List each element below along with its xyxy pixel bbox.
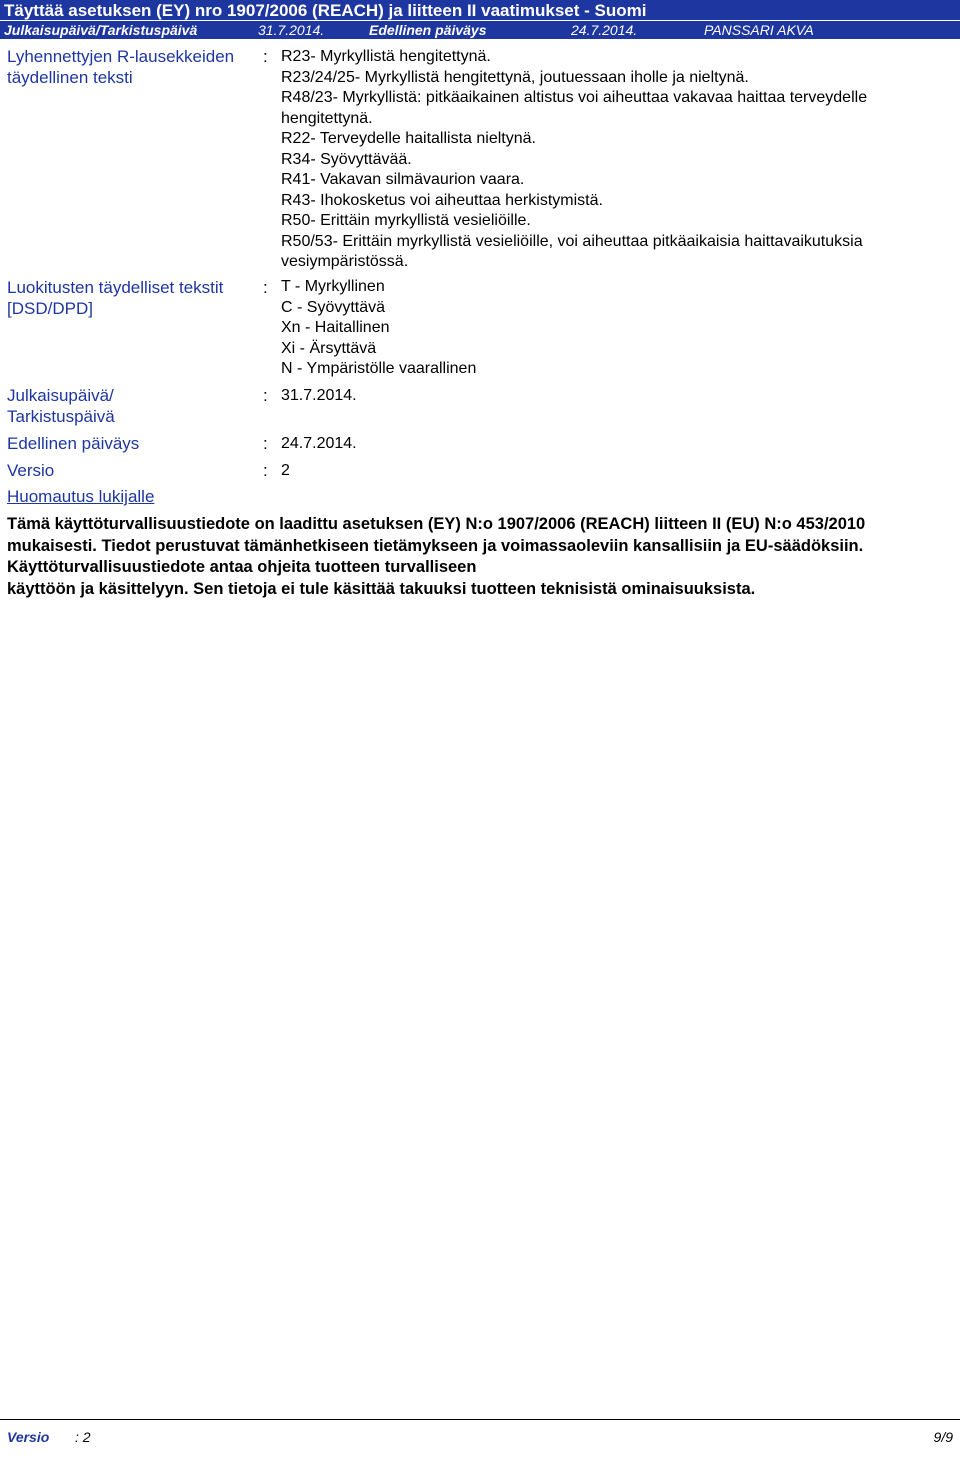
issue-date-row-value: 31.7.2014. bbox=[281, 387, 357, 404]
classification-list bbox=[281, 277, 951, 380]
note-to-reader-heading: Huomautus lukijalle bbox=[7, 487, 155, 506]
classification-line: Xn - Haitallinen bbox=[281, 319, 390, 336]
classification-line: Xi - Ärsyttävä bbox=[281, 339, 377, 357]
previous-date-row-colon: : bbox=[263, 434, 268, 453]
classification-colon: : bbox=[263, 278, 268, 297]
page-footer bbox=[0, 1429, 960, 1449]
classification-label: Luokitusten täydelliset tekstit [DSD/DPD] bbox=[7, 278, 224, 318]
r-phrase-line: R43- Ihokosketus voi aiheuttaa herkistymistä. bbox=[281, 191, 603, 209]
page-number: 9/9 bbox=[933, 1429, 953, 1445]
note-to-reader-text bbox=[7, 514, 952, 600]
note-line: mukaisesti. Tiedot perustuvat tämänhetkiseen tietämykseen ja voimassaoleviin kansallisiin ja EU-säädöksiin. bbox=[7, 536, 864, 555]
previous-date-row-label: Edellinen päiväys bbox=[7, 434, 140, 453]
product-name: PANSSARI AKVA bbox=[704, 22, 814, 38]
note-line: Käyttöturvallisuustiedote antaa ohjeita tuotteen turvalliseen bbox=[7, 558, 477, 576]
r-phrase-line: R50/53- Erittäin myrkyllistä vesieliöille, voi aiheuttaa pitkäaikaisia haittavaikutuksia vesiympäristössä. bbox=[281, 232, 863, 270]
issue-date-row-label: Julkaisupäivä/ Tarkistuspäivä bbox=[7, 386, 115, 426]
note-line: Tämä käyttöturvallisuustiedote on laadittu asetuksen (EY) N:o 1907/2006 (REACH) liitteen II (EU) N:o 453/2010 bbox=[7, 515, 866, 533]
footer-version-value: : 2 bbox=[75, 1429, 91, 1445]
r-phrases-colon: : bbox=[263, 47, 268, 66]
note-line: käyttöön ja käsittelyyn. Sen tietoja ei tule käsittää takuuksi tuotteen teknisistä ominaisuuksista. bbox=[7, 579, 756, 598]
r-phrases-label: Lyhennettyjen R-lausekkeiden täydellinen teksti bbox=[7, 47, 235, 87]
footer-divider bbox=[0, 1419, 960, 1420]
r-phrase-line: R23- Myrkyllistä hengitettynä. bbox=[281, 48, 491, 65]
classification-line: N - Ympäristölle vaarallinen bbox=[281, 360, 477, 377]
version-row-value: 2 bbox=[281, 462, 290, 479]
classification-line: C - Syövyttävä bbox=[281, 298, 386, 316]
r-phrases-list bbox=[281, 47, 951, 273]
footer-version-label: Versio bbox=[7, 1429, 50, 1445]
header-meta-bar bbox=[0, 20, 960, 39]
page-header bbox=[0, 0, 960, 39]
document-title: Täyttää asetuksen (EY) nro 1907/2006 (REACH) ja liitteen II vaatimukset - Suomi bbox=[0, 0, 960, 20]
r-phrase-line: R41- Vakavan silmävaurion vaara. bbox=[281, 171, 525, 188]
previous-date-row-value: 24.7.2014. bbox=[281, 435, 357, 452]
classification-line: T - Myrkyllinen bbox=[281, 278, 385, 295]
r-phrase-line: R22- Terveydelle haitallista nieltynä. bbox=[281, 130, 536, 147]
previous-date-value: 24.7.2014. bbox=[571, 22, 638, 38]
version-row-colon: : bbox=[263, 461, 268, 480]
r-phrase-line: R48/23- Myrkyllistä: pitkäaikainen altistus voi aiheuttaa vakavaa haittaa terveydelle hengitettynä. bbox=[281, 89, 868, 127]
issue-date-value: 31.7.2014. bbox=[258, 22, 325, 38]
r-phrase-line: R23/24/25- Myrkyllistä hengitettynä, joutuessaan iholle ja nieltynä. bbox=[281, 68, 749, 86]
r-phrase-line: R50- Erittäin myrkyllistä vesieliöille. bbox=[281, 212, 531, 229]
issue-date-label: Julkaisupäivä/Tarkistuspäivä bbox=[4, 22, 198, 38]
issue-date-row-colon: : bbox=[263, 386, 268, 405]
r-phrase-line: R34- Syövyttävää. bbox=[281, 150, 412, 168]
version-row-label: Versio bbox=[7, 461, 55, 480]
previous-date-label: Edellinen päiväys bbox=[369, 22, 487, 38]
